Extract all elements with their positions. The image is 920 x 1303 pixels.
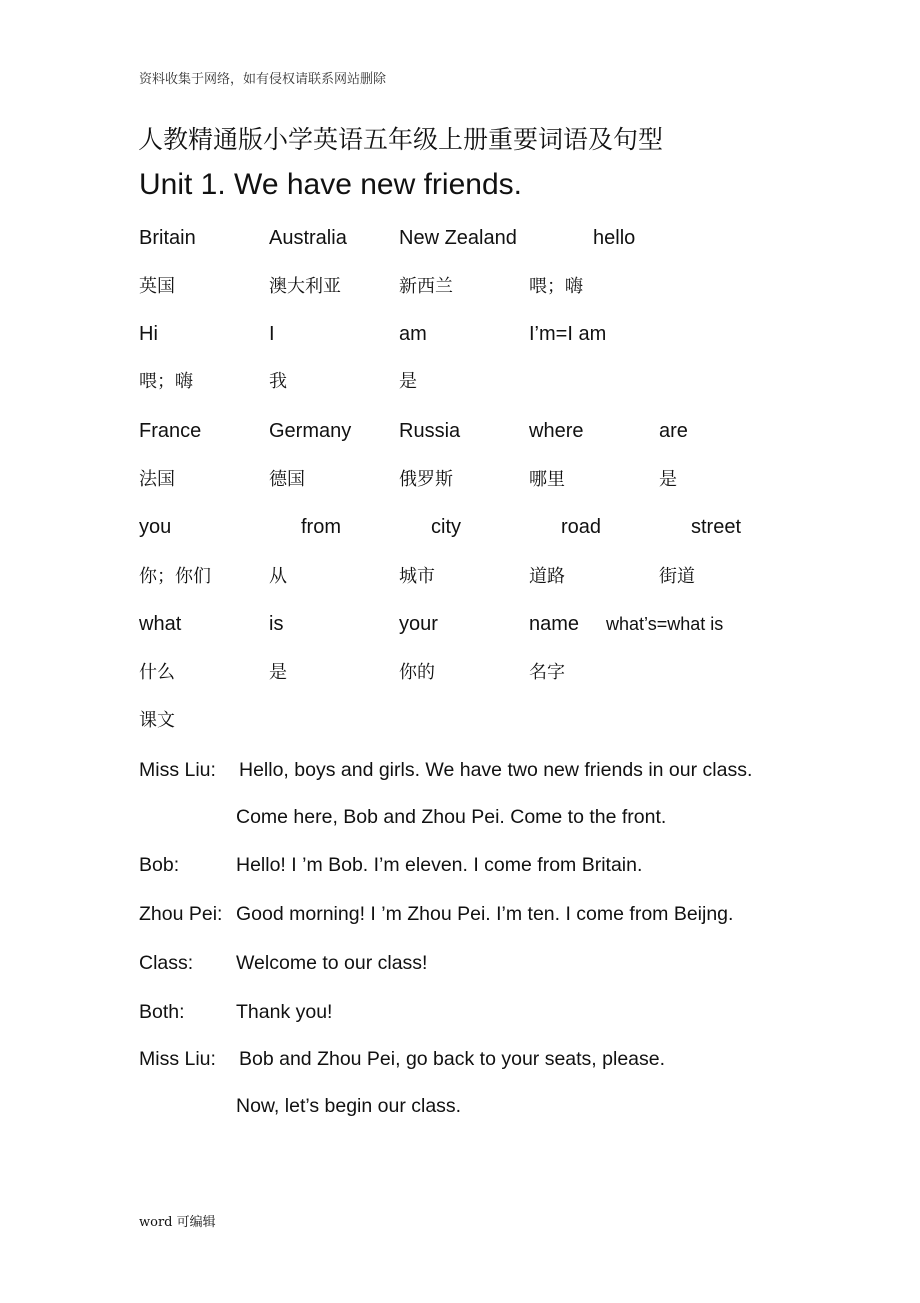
footer-note: word 可编辑 — [139, 1215, 216, 1230]
vocab-meaning: 你；你们 — [139, 566, 211, 587]
vocab-meaning: 法国 — [139, 469, 175, 490]
vocab-meaning: 是 — [659, 469, 677, 490]
vocab-word: Britain — [139, 227, 196, 249]
dialogue-speaker: Bob: — [139, 854, 180, 876]
vocab-meaning: 俄罗斯 — [399, 469, 453, 490]
vocab-meaning: 喂；嗨 — [529, 276, 583, 297]
vocab-word: what’s=what is — [606, 614, 724, 634]
vocab-meaning: 城市 — [399, 566, 435, 587]
dialogue-line: Hello! I ’m Bob. I’m eleven. I come from Britain. — [236, 854, 643, 876]
vocab-meaning: 哪里 — [529, 469, 565, 490]
dialogue-speaker: Both: — [139, 1001, 185, 1023]
vocab-word: where — [529, 420, 584, 442]
vocab-word: from — [301, 516, 341, 538]
section-label-text: 课文 — [139, 710, 175, 731]
vocab-word: road — [561, 516, 602, 538]
vocab-word: I — [269, 323, 275, 345]
vocab-word: is — [269, 613, 284, 635]
vocab-word: what — [139, 613, 182, 635]
vocab-meaning: 德国 — [269, 469, 305, 490]
dialogue-speaker: Miss Liu: — [139, 1048, 216, 1070]
dialogue-line: Hello, boys and girls. We have two new friends in our class. — [239, 759, 753, 781]
vocab-meaning: 是 — [399, 371, 417, 392]
vocab-word: New Zealand — [399, 227, 517, 249]
dialogue-line: Welcome to our class! — [236, 952, 428, 974]
dialogue-line: Come here, Bob and Zhou Pei. Come to the front. — [236, 806, 667, 828]
unit-title: Unit 1. We have new friends. — [139, 168, 522, 201]
dialogue-line: Bob and Zhou Pei, go back to your seats, please. — [239, 1048, 666, 1070]
dialogue-speaker: Class: — [139, 952, 194, 974]
vocab-meaning: 我 — [269, 371, 287, 392]
vocab-meaning: 你的 — [399, 662, 435, 683]
vocab-word: are — [659, 420, 688, 442]
vocab-meaning: 新西兰 — [399, 276, 453, 297]
vocab-word: Russia — [399, 420, 461, 442]
vocab-word: street — [691, 516, 742, 538]
vocab-word: you — [139, 516, 172, 538]
vocab-meaning: 名字 — [529, 662, 565, 683]
vocab-meaning: 澳大利亚 — [269, 276, 341, 297]
vocab-word: name — [529, 613, 580, 635]
dialogue-line: Good morning! I ’m Zhou Pei. I’m ten. I come from Beijng. — [236, 903, 734, 925]
dialogue-speaker: Zhou Pei: — [139, 903, 223, 925]
vocab-word: France — [139, 420, 202, 442]
dialogue-line: Now, let’s begin our class. — [236, 1095, 462, 1117]
vocab-word: your — [399, 613, 438, 635]
vocab-word: Hi — [139, 323, 158, 345]
header-note: 资料收集于网络，如有侵权请联系网站删除 — [139, 72, 387, 87]
vocab-word: hello — [593, 227, 636, 249]
document-title: 人教精通版小学英语五年级上册重要词语及句型 — [138, 125, 664, 154]
dialogue-line: Thank you! — [236, 1001, 333, 1023]
vocab-word: am — [399, 323, 427, 345]
vocab-meaning: 道路 — [529, 566, 565, 587]
vocab-meaning: 喂；嗨 — [139, 371, 193, 392]
vocab-meaning: 什么 — [139, 662, 175, 683]
dialogue-speaker: Miss Liu: — [139, 759, 216, 781]
vocab-word: I’m=I am — [529, 323, 607, 345]
vocab-meaning: 是 — [269, 662, 287, 683]
vocab-word: Germany — [269, 420, 352, 442]
vocab-word: Australia — [269, 227, 347, 249]
vocab-meaning: 街道 — [659, 566, 695, 587]
vocab-meaning: 从 — [269, 566, 287, 587]
vocab-word: city — [431, 516, 461, 538]
vocab-meaning: 英国 — [139, 276, 175, 297]
